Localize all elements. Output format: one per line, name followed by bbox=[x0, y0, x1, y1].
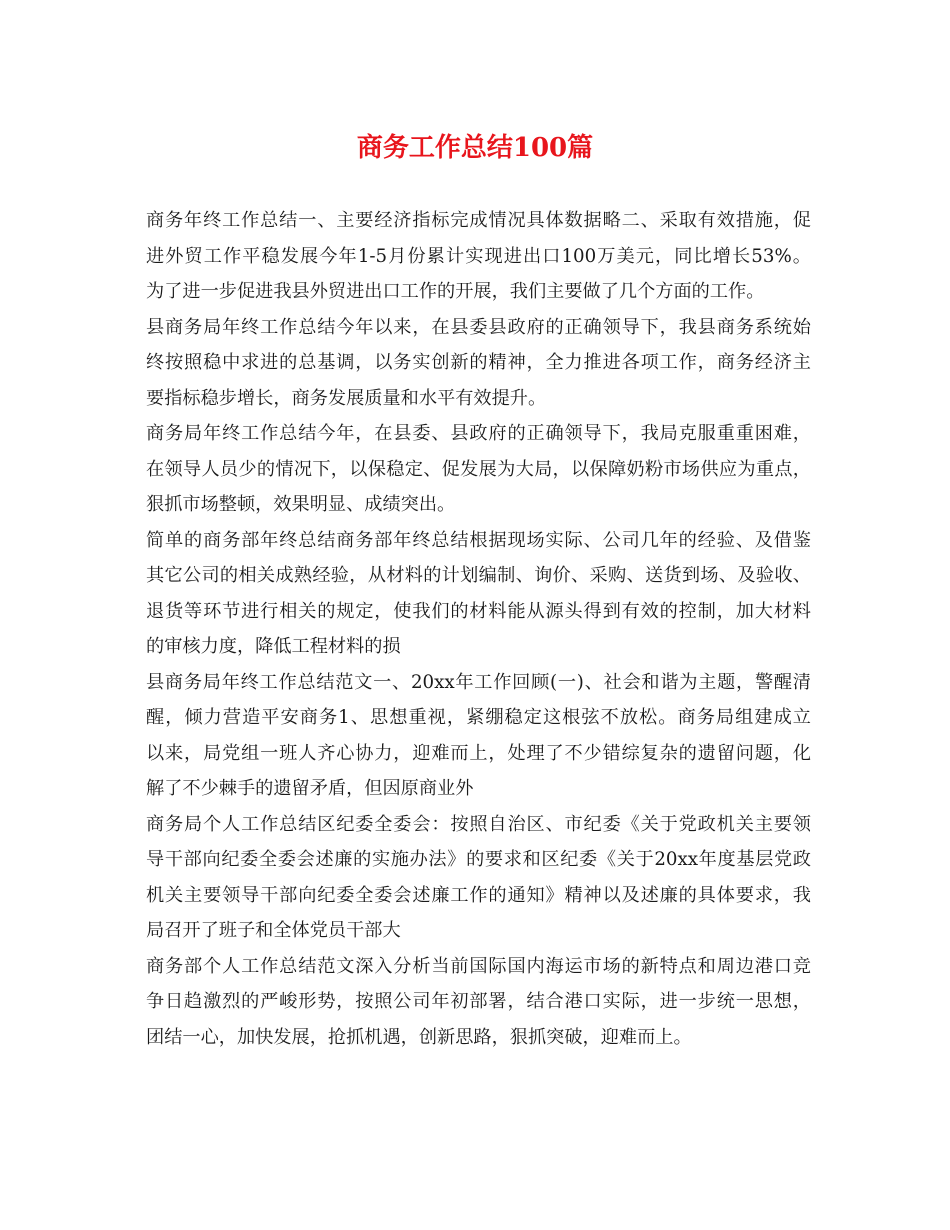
text-line: 县商务局年终工作总结今年以来，在县委县政府的正确领导下，我县商务系统始 bbox=[146, 316, 811, 338]
text-line: 解了不少棘手的遗留矛盾，但因原商业外 bbox=[146, 778, 474, 799]
text-line: 进外贸工作平稳发展今年1-5月份累计实现进出口100万美元，同比增长53%。 bbox=[146, 245, 811, 267]
document-body bbox=[146, 203, 811, 1055]
text-line: 退货等环节进行相关的规定，使我们的材料能从源头得到有效的控制，加大材料 bbox=[146, 600, 811, 622]
text-line: 县商务局年终工作总结范文一、20xx年工作回顾(一)、社会和谐为主题，警醒清 bbox=[146, 671, 811, 693]
text-line: 狠抓市场整顿，效果明显、成绩突出。 bbox=[146, 494, 456, 515]
paragraph bbox=[146, 203, 811, 310]
text-line: 要指标稳步增长，商务发展质量和水平有效提升。 bbox=[146, 387, 547, 409]
text-line: 在领导人员少的情况下，以保稳定、促发展为大局，以保障奶粉市场供应为重点， bbox=[146, 458, 811, 480]
text-line: 争日趋激烈的严峻形势，按照公司年初部署，结合港口实际，进一步统一思想， bbox=[146, 991, 811, 1012]
page-title: 商务工作总结100篇 bbox=[356, 133, 594, 163]
text-line: 商务局年终工作总结今年，在县委、县政府的正确领导下，我局克服重重困难， bbox=[146, 423, 811, 444]
paragraph bbox=[146, 665, 811, 807]
paragraph bbox=[146, 310, 811, 417]
paragraph bbox=[146, 949, 811, 1056]
text-line: 以来，局党组一班人齐心协力，迎难而上，处理了不少错综复杂的遗留问题，化 bbox=[146, 742, 811, 764]
text-line: 醒，倾力营造平安商务1、思想重视，紧绷稳定这根弦不放松。商务局组建成立 bbox=[146, 707, 811, 728]
text-line: 为了进一步促进我县外贸进出口工作的开展，我们主要做了几个方面的工作。 bbox=[146, 281, 765, 302]
text-line: 机关主要领导干部向纪委全委会述廉工作的通知》精神以及述廉的具体要求，我 bbox=[146, 884, 811, 906]
text-line: 团结一心，加快发展，抢抓机遇，创新思路，狠抓突破，迎难而上。 bbox=[146, 1026, 692, 1048]
paragraph bbox=[146, 807, 811, 949]
text-line: 局召开了班子和全体党员干部大 bbox=[146, 920, 401, 941]
text-line: 终按照稳中求进的总基调，以务实创新的精神，全力推进各项工作，商务经济主 bbox=[146, 352, 811, 373]
paragraph bbox=[146, 523, 811, 665]
text-line: 商务局个人工作总结区纪委全委会：按照自治区、市纪委《关于党政机关主要领 bbox=[146, 813, 811, 835]
text-line: 简单的商务部年终总结商务部年终总结根据现场实际、公司几年的经验、及借鉴 bbox=[146, 529, 811, 551]
text-line: 商务部个人工作总结范文深入分析当前国际国内海运市场的新特点和周边港口竞 bbox=[146, 955, 811, 977]
text-line: 其它公司的相关成熟经验，从材料的计划编制、询价、采购、送货到场、及验收、 bbox=[146, 565, 811, 586]
text-line: 的审核力度，降低工程材料的损 bbox=[146, 636, 401, 657]
text-line: 商务年终工作总结一、主要经济指标完成情况具体数据略二、采取有效措施，促 bbox=[146, 210, 811, 231]
paragraph bbox=[146, 416, 811, 523]
text-line: 导干部向纪委全委会述廉的实施办法》的要求和区纪委《关于20xx年度基层党政 bbox=[146, 849, 811, 870]
